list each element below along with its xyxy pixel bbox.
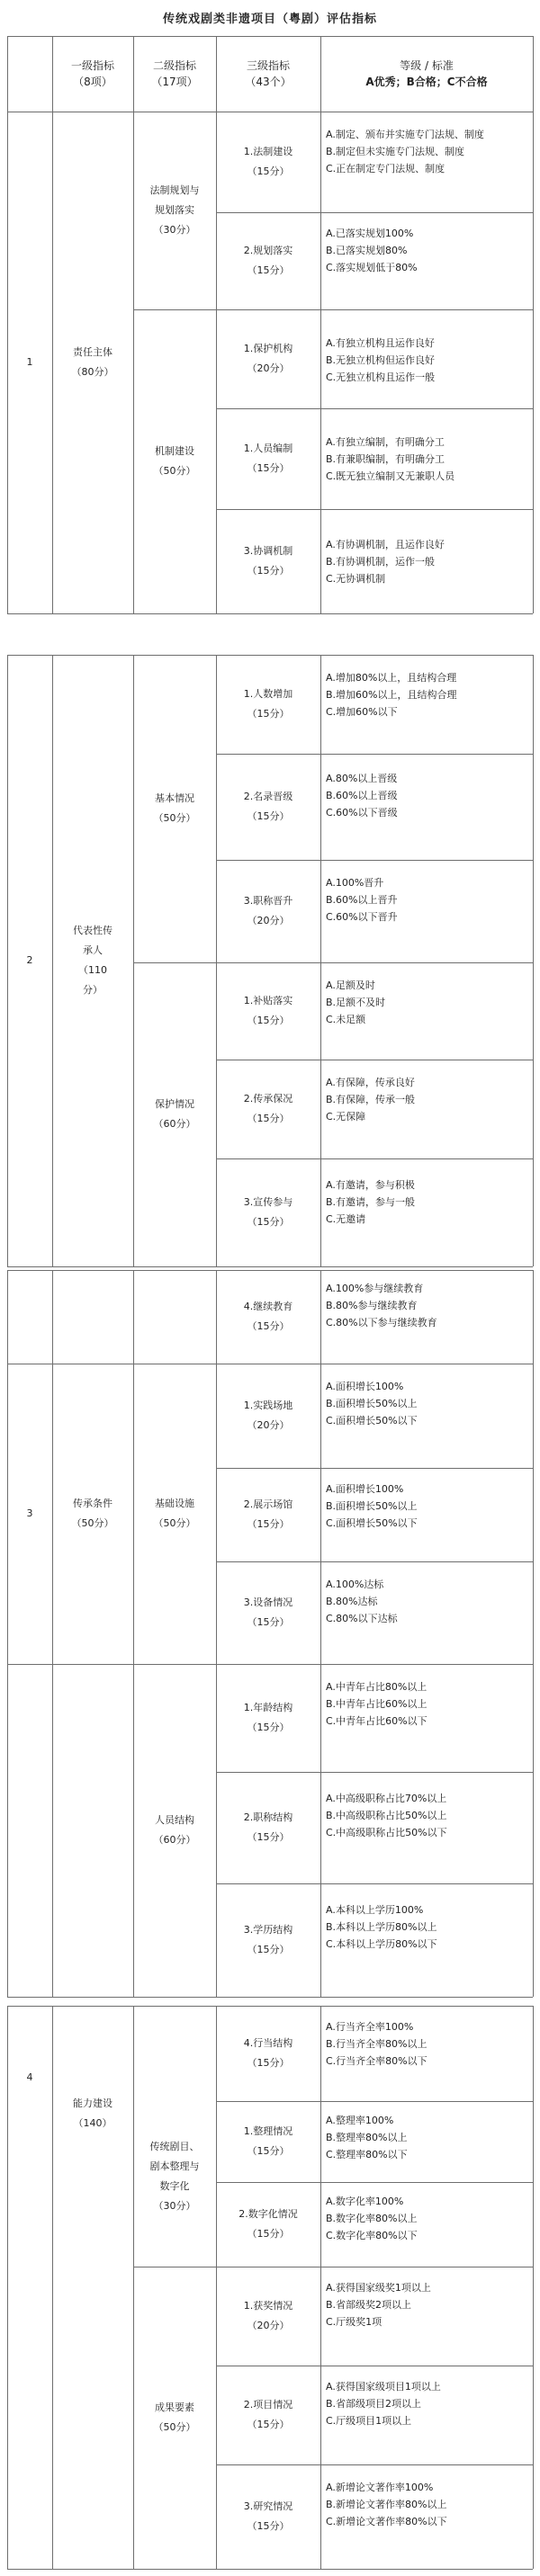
level2-indicator: 基本情况 （50分） <box>153 792 196 824</box>
block-vline <box>7 1664 8 1997</box>
header-level1: 一级指标 （8项） <box>70 59 114 88</box>
level3-indicator: 3.宣传参与 （15分） <box>243 1196 293 1228</box>
level3-indicator: 4.继续教育 （15分） <box>243 1301 293 1332</box>
level3-indicator: 2.规划落实 （15分） <box>243 245 293 276</box>
level3-indicator: 1.人数增加 （15分） <box>243 688 293 720</box>
standard-list: A.获得国家级奖1项以上 B.省部级奖2项以上 C.厅级奖1项 <box>326 2282 431 2328</box>
block-vline <box>533 1364 534 1664</box>
level1-indicator: 代表性传 承人 （110 分） <box>73 925 112 996</box>
block-vline <box>533 112 534 613</box>
standard-list: A.面积增长100% B.面积增长50%以上 C.面积增长50%以下 <box>326 1381 418 1427</box>
block-vline <box>533 2006 534 2569</box>
level1-indicator: 能力建设 （140） <box>73 2097 112 2129</box>
standard-list: A.足额及时 B.足额不及时 C.未足额 <box>326 979 386 1025</box>
block-vline <box>533 1664 534 1997</box>
standard-list: A.有保障，传承良好 B.有保障，传承一般 C.无保障 <box>326 1077 416 1123</box>
header-vline <box>52 36 53 112</box>
block-vline <box>7 1270 8 1364</box>
section-number: 1 <box>26 356 33 368</box>
standard-list: A.100%晋升 B.60%以上晋升 C.60%以下晋升 <box>326 877 398 923</box>
standard-list: A.有协调机制，且运作良好 B.有协调机制，运作一般 C.无协调机制 <box>326 539 445 585</box>
level3-indicator: 1.保护机构 （20分） <box>243 343 293 374</box>
block-vline <box>320 1364 321 1664</box>
block-bottom <box>7 1266 533 1267</box>
level3-indicator: 2.数字化情况 （15分） <box>238 2208 298 2240</box>
block-vline <box>320 112 321 613</box>
standard-list: A.中高级职称占比70%以上 B.中高级职称占比50%以上 C.中高级职称占比50%以下 <box>326 1793 447 1838</box>
standard-list: A.新增论文著作率100% B.新增论文著作率80%以上 C.新增论文著作率80%以下 <box>326 2482 447 2527</box>
level3-indicator: 3.学历结构 （15分） <box>243 1924 293 1955</box>
standard-list: A.本科以上学历100% B.本科以上学历80%以上 C.本科以上学历80%以下 <box>326 1904 437 1950</box>
block-vline <box>320 1270 321 1364</box>
standard-list: A.80%以上晋级 B.60%以上晋级 C.60%以下晋级 <box>326 773 398 818</box>
level2-indicator: 法制规划与 规划落实 （30分） <box>149 184 200 236</box>
header-level2: 二级指标 （17项） <box>151 59 198 88</box>
header-level3: 三级指标 （43个） <box>245 59 292 88</box>
level3-indicator: 4.行当结构 （15分） <box>243 2037 293 2069</box>
level2-indicator: 机制建设 （50分） <box>153 445 196 477</box>
level2-indicator: 传统剧目、 剧本整理与 数字化 （30分） <box>149 2141 200 2212</box>
section-number: 3 <box>26 1507 33 1519</box>
block-bottom <box>7 613 533 614</box>
level3-indicator: 2.项目情况 （15分） <box>243 2399 293 2430</box>
header-vline <box>533 36 534 112</box>
level3-indicator: 2.展示场馆 （15分） <box>243 1498 293 1530</box>
header-vline <box>320 36 321 112</box>
block-vline <box>320 655 321 1266</box>
standard-list: A.有独立编制，有明确分工 B.有兼职编制，有明确分工 C.既无独立编制又无兼职人员 <box>326 436 455 482</box>
block-vline <box>320 1664 321 1997</box>
section-number: 2 <box>26 954 33 966</box>
level3-indicator: 1.补贴落实 （15分） <box>243 995 293 1026</box>
section-number: 4 <box>26 2071 33 2083</box>
standard-list: A.已落实规划100% B.已落实规划80% C.落实规划低于80% <box>326 228 418 273</box>
level3-indicator: 2.职称结构 （15分） <box>243 1811 293 1843</box>
block-vline <box>52 1270 53 1364</box>
standard-list: A.数字化率100% B.数字化率80%以上 C.数字化率80%以下 <box>326 2196 418 2241</box>
level2-indicator: 基础设施 （50分） <box>153 1498 196 1529</box>
level3-indicator: 3.协调机制 （15分） <box>243 545 293 577</box>
header-vline <box>216 36 217 112</box>
standard-list: A.整理率100% B.整理率80%以上 C.整理率80%以下 <box>326 2115 408 2160</box>
standard-list: A.获得国家级项目1项以上 B.省部级项目2项以上 C.厅级项目1项以上 <box>326 2381 441 2427</box>
level1-indicator: 传承条件 （50分） <box>71 1498 114 1529</box>
level3-indicator: 1.实践场地 （20分） <box>243 1400 293 1431</box>
standard-list: A.100%参与继续教育 B.80%参与继续教育 C.80%以下参与继续教育 <box>326 1283 437 1328</box>
level2-indicator: 成果要素 （50分） <box>153 2402 196 2433</box>
standard-list: A.行当齐全率100% B.行当齐全率80%以上 C.行当齐全率80%以下 <box>326 2021 428 2067</box>
level1-indicator: 责任主体 （80分） <box>71 346 114 378</box>
standard-list: A.面积增长100% B.面积增长50%以上 C.面积增长50%以下 <box>326 1483 418 1529</box>
table-bottom-border <box>7 2569 533 2570</box>
header-vline <box>7 36 8 112</box>
level2-indicator: 保护情况 （60分） <box>153 1098 196 1130</box>
block-vline <box>533 1270 534 1364</box>
block-vline <box>320 2006 321 2569</box>
level3-indicator: 1.年龄结构 （15分） <box>243 1702 293 1733</box>
level2-indicator: 人员结构 （60分） <box>153 1814 196 1846</box>
level3-indicator: 3.研究情况 （15分） <box>243 2500 293 2532</box>
standard-list: A.有独立机构且运作良好 B.无独立机构但运作良好 C.无独立机构且运作一般 <box>326 337 436 383</box>
standard-list: A.有邀请，参与积极 B.有邀请，参与一般 C.无邀请 <box>326 1179 416 1225</box>
block-vline <box>133 1270 134 1364</box>
header-vline <box>133 36 134 112</box>
block-vline <box>52 1664 53 1997</box>
level3-indicator: 1.获奖情况 （20分） <box>243 2300 293 2331</box>
header-standard: 等级 / 标准 A优秀；B合格；C不合格 <box>365 59 488 88</box>
page-title: 传统戏剧类非遗项目（粤剧）评估指标 <box>162 13 377 26</box>
level3-indicator: 3.设备情况 （15分） <box>243 1597 293 1628</box>
standard-list: A.100%达标 B.80%达标 C.80%以下达标 <box>326 1579 398 1624</box>
block-bottom <box>7 1997 533 1998</box>
level3-indicator: 3.职称晋升 （20分） <box>243 895 293 926</box>
standard-list: A.增加80%以上，且结构合理 B.增加60%以上，且结构合理 C.增加60%以下 <box>326 672 457 718</box>
block-vline <box>533 655 534 1266</box>
standard-list: A.制定、颁布并实施专门法规、制度 B.制定但未实施专门法规、制度 C.正在制定专门法规、制度 <box>326 129 484 174</box>
level3-indicator: 1.法制建设 （15分） <box>243 146 293 177</box>
level3-indicator: 2.名录晋级 （15分） <box>243 791 293 822</box>
standard-list: A.中青年占比80%以上 B.中青年占比60%以上 C.中青年占比60%以下 <box>326 1681 428 1727</box>
level3-indicator: 2.传承保况 （15分） <box>243 1093 293 1124</box>
level3-indicator: 1.人员编制 （15分） <box>243 443 293 474</box>
level3-indicator: 1.整理情况 （15分） <box>243 2125 293 2157</box>
